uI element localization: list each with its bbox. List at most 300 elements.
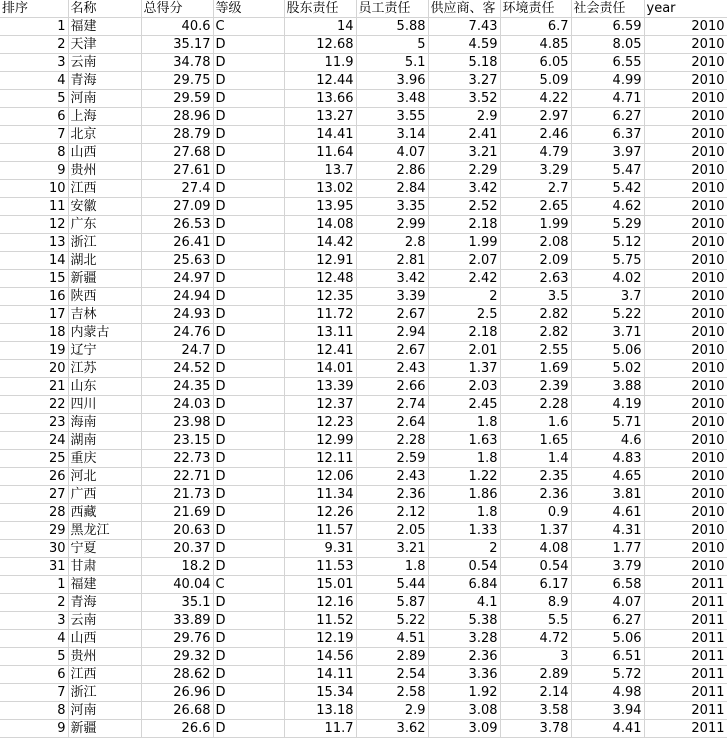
cell-social-resp[interactable]: 3.88 xyxy=(571,378,644,396)
cell-environment-resp[interactable]: 0.9 xyxy=(500,504,571,522)
cell-year[interactable]: 2010 xyxy=(644,468,727,486)
cell-supplier-customer-resp[interactable]: 2 xyxy=(428,540,500,558)
cell-employee-resp[interactable]: 4.51 xyxy=(356,630,428,648)
cell-name[interactable]: 江西 xyxy=(68,180,141,198)
cell-grade[interactable]: D xyxy=(213,72,284,90)
cell-shareholder-resp[interactable]: 14.11 xyxy=(284,666,356,684)
cell-rank[interactable]: 5 xyxy=(0,648,68,666)
cell-supplier-customer-resp[interactable]: 0.54 xyxy=(428,558,500,576)
cell-social-resp[interactable]: 6.37 xyxy=(571,126,644,144)
cell-shareholder-resp[interactable]: 14 xyxy=(284,18,356,36)
cell-employee-resp[interactable]: 2.74 xyxy=(356,396,428,414)
cell-total-score[interactable]: 23.98 xyxy=(141,414,213,432)
cell-supplier-customer-resp[interactable]: 1.8 xyxy=(428,414,500,432)
cell-social-resp[interactable]: 4.99 xyxy=(571,72,644,90)
cell-environment-resp[interactable]: 4.85 xyxy=(500,36,571,54)
cell-rank[interactable]: 19 xyxy=(0,342,68,360)
cell-year[interactable]: 2011 xyxy=(644,720,727,738)
cell-employee-resp[interactable]: 3.39 xyxy=(356,288,428,306)
cell-grade[interactable]: D xyxy=(213,252,284,270)
cell-shareholder-resp[interactable]: 15.01 xyxy=(284,576,356,594)
cell-name[interactable]: 黑龙江 xyxy=(68,522,141,540)
cell-total-score[interactable]: 21.69 xyxy=(141,504,213,522)
cell-supplier-customer-resp[interactable]: 1.8 xyxy=(428,504,500,522)
cell-shareholder-resp[interactable]: 13.11 xyxy=(284,324,356,342)
cell-rank[interactable]: 30 xyxy=(0,540,68,558)
cell-social-resp[interactable]: 5.06 xyxy=(571,342,644,360)
cell-social-resp[interactable]: 5.47 xyxy=(571,162,644,180)
cell-total-score[interactable]: 23.15 xyxy=(141,432,213,450)
cell-social-resp[interactable]: 3.79 xyxy=(571,558,644,576)
cell-shareholder-resp[interactable]: 13.95 xyxy=(284,198,356,216)
cell-environment-resp[interactable]: 3 xyxy=(500,648,571,666)
cell-social-resp[interactable]: 4.83 xyxy=(571,450,644,468)
cell-rank[interactable]: 7 xyxy=(0,684,68,702)
cell-supplier-customer-resp[interactable]: 4.1 xyxy=(428,594,500,612)
cell-employee-resp[interactable]: 5.44 xyxy=(356,576,428,594)
cell-shareholder-resp[interactable]: 11.52 xyxy=(284,612,356,630)
cell-environment-resp[interactable]: 2.09 xyxy=(500,252,571,270)
cell-name[interactable]: 甘肃 xyxy=(68,558,141,576)
cell-year[interactable]: 2010 xyxy=(644,558,727,576)
cell-grade[interactable]: D xyxy=(213,558,284,576)
cell-rank[interactable]: 4 xyxy=(0,630,68,648)
cell-name[interactable]: 新疆 xyxy=(68,270,141,288)
cell-environment-resp[interactable]: 1.6 xyxy=(500,414,571,432)
cell-employee-resp[interactable]: 3.62 xyxy=(356,720,428,738)
cell-year[interactable]: 2010 xyxy=(644,396,727,414)
cell-year[interactable]: 2010 xyxy=(644,432,727,450)
cell-name[interactable]: 湖南 xyxy=(68,432,141,450)
cell-social-resp[interactable]: 6.27 xyxy=(571,108,644,126)
cell-name[interactable]: 内蒙古 xyxy=(68,324,141,342)
cell-shareholder-resp[interactable]: 14.56 xyxy=(284,648,356,666)
cell-grade[interactable]: D xyxy=(213,504,284,522)
cell-shareholder-resp[interactable]: 15.34 xyxy=(284,684,356,702)
cell-supplier-customer-resp[interactable]: 3.36 xyxy=(428,666,500,684)
cell-year[interactable]: 2010 xyxy=(644,216,727,234)
cell-shareholder-resp[interactable]: 13.39 xyxy=(284,378,356,396)
cell-grade[interactable]: D xyxy=(213,288,284,306)
cell-employee-resp[interactable]: 2.66 xyxy=(356,378,428,396)
cell-total-score[interactable]: 24.7 xyxy=(141,342,213,360)
cell-year[interactable]: 2011 xyxy=(644,594,727,612)
cell-total-score[interactable]: 40.6 xyxy=(141,18,213,36)
cell-name[interactable]: 安徽 xyxy=(68,198,141,216)
cell-social-resp[interactable]: 4.02 xyxy=(571,270,644,288)
cell-social-resp[interactable]: 6.51 xyxy=(571,648,644,666)
cell-total-score[interactable]: 35.1 xyxy=(141,594,213,612)
cell-social-resp[interactable]: 1.77 xyxy=(571,540,644,558)
cell-year[interactable]: 2010 xyxy=(644,342,727,360)
cell-total-score[interactable]: 29.75 xyxy=(141,72,213,90)
cell-rank[interactable]: 9 xyxy=(0,720,68,738)
cell-shareholder-resp[interactable]: 12.48 xyxy=(284,270,356,288)
cell-supplier-customer-resp[interactable]: 2.18 xyxy=(428,216,500,234)
cell-rank[interactable]: 11 xyxy=(0,198,68,216)
cell-shareholder-resp[interactable]: 11.57 xyxy=(284,522,356,540)
header-employee-resp[interactable]: 员工责任 xyxy=(356,0,428,18)
cell-environment-resp[interactable]: 2.82 xyxy=(500,324,571,342)
cell-environment-resp[interactable]: 1.37 xyxy=(500,522,571,540)
cell-name[interactable]: 陕西 xyxy=(68,288,141,306)
cell-year[interactable]: 2010 xyxy=(644,180,727,198)
cell-environment-resp[interactable]: 2.97 xyxy=(500,108,571,126)
cell-supplier-customer-resp[interactable]: 2.29 xyxy=(428,162,500,180)
cell-supplier-customer-resp[interactable]: 1.63 xyxy=(428,432,500,450)
cell-grade[interactable]: D xyxy=(213,594,284,612)
cell-environment-resp[interactable]: 2.89 xyxy=(500,666,571,684)
cell-total-score[interactable]: 20.63 xyxy=(141,522,213,540)
cell-supplier-customer-resp[interactable]: 2 xyxy=(428,288,500,306)
cell-total-score[interactable]: 22.73 xyxy=(141,450,213,468)
cell-name[interactable]: 河南 xyxy=(68,90,141,108)
cell-social-resp[interactable]: 5.72 xyxy=(571,666,644,684)
header-supplier-customer-resp[interactable]: 供应商、客 xyxy=(428,0,500,18)
cell-grade[interactable]: D xyxy=(213,180,284,198)
cell-shareholder-resp[interactable]: 12.26 xyxy=(284,504,356,522)
cell-name[interactable]: 贵州 xyxy=(68,648,141,666)
cell-grade[interactable]: D xyxy=(213,36,284,54)
cell-total-score[interactable]: 24.03 xyxy=(141,396,213,414)
cell-employee-resp[interactable]: 2.28 xyxy=(356,432,428,450)
cell-name[interactable]: 海南 xyxy=(68,414,141,432)
cell-environment-resp[interactable]: 2.14 xyxy=(500,684,571,702)
cell-employee-resp[interactable]: 2.99 xyxy=(356,216,428,234)
cell-rank[interactable]: 25 xyxy=(0,450,68,468)
cell-environment-resp[interactable]: 2.65 xyxy=(500,198,571,216)
cell-name[interactable]: 青海 xyxy=(68,72,141,90)
cell-rank[interactable]: 28 xyxy=(0,504,68,522)
cell-name[interactable]: 北京 xyxy=(68,126,141,144)
cell-year[interactable]: 2011 xyxy=(644,666,727,684)
cell-employee-resp[interactable]: 3.42 xyxy=(356,270,428,288)
cell-grade[interactable]: D xyxy=(213,540,284,558)
cell-environment-resp[interactable]: 5.09 xyxy=(500,72,571,90)
cell-rank[interactable]: 29 xyxy=(0,522,68,540)
cell-social-resp[interactable]: 4.31 xyxy=(571,522,644,540)
cell-employee-resp[interactable]: 2.43 xyxy=(356,468,428,486)
cell-total-score[interactable]: 29.59 xyxy=(141,90,213,108)
cell-supplier-customer-resp[interactable]: 2.41 xyxy=(428,126,500,144)
cell-supplier-customer-resp[interactable]: 7.43 xyxy=(428,18,500,36)
cell-employee-resp[interactable]: 3.14 xyxy=(356,126,428,144)
cell-employee-resp[interactable]: 2.86 xyxy=(356,162,428,180)
cell-grade[interactable]: D xyxy=(213,198,284,216)
cell-environment-resp[interactable]: 3.29 xyxy=(500,162,571,180)
cell-employee-resp[interactable]: 3.55 xyxy=(356,108,428,126)
cell-employee-resp[interactable]: 2.67 xyxy=(356,306,428,324)
cell-grade[interactable]: D xyxy=(213,450,284,468)
cell-grade[interactable]: D xyxy=(213,108,284,126)
cell-year[interactable]: 2010 xyxy=(644,306,727,324)
cell-grade[interactable]: D xyxy=(213,54,284,72)
cell-shareholder-resp[interactable]: 12.23 xyxy=(284,414,356,432)
cell-social-resp[interactable]: 4.6 xyxy=(571,432,644,450)
cell-year[interactable]: 2010 xyxy=(644,234,727,252)
cell-shareholder-resp[interactable]: 12.16 xyxy=(284,594,356,612)
cell-total-score[interactable]: 21.73 xyxy=(141,486,213,504)
cell-name[interactable]: 新疆 xyxy=(68,720,141,738)
cell-supplier-customer-resp[interactable]: 2.36 xyxy=(428,648,500,666)
cell-environment-resp[interactable]: 3.58 xyxy=(500,702,571,720)
cell-total-score[interactable]: 29.32 xyxy=(141,648,213,666)
cell-year[interactable]: 2010 xyxy=(644,414,727,432)
cell-employee-resp[interactable]: 2.9 xyxy=(356,702,428,720)
cell-shareholder-resp[interactable]: 13.66 xyxy=(284,90,356,108)
cell-rank[interactable]: 22 xyxy=(0,396,68,414)
cell-supplier-customer-resp[interactable]: 3.09 xyxy=(428,720,500,738)
cell-rank[interactable]: 16 xyxy=(0,288,68,306)
cell-grade[interactable]: D xyxy=(213,468,284,486)
cell-shareholder-resp[interactable]: 11.53 xyxy=(284,558,356,576)
cell-rank[interactable]: 17 xyxy=(0,306,68,324)
cell-grade[interactable]: C xyxy=(213,18,284,36)
cell-total-score[interactable]: 24.52 xyxy=(141,360,213,378)
cell-name[interactable]: 广西 xyxy=(68,486,141,504)
cell-supplier-customer-resp[interactable]: 2.07 xyxy=(428,252,500,270)
cell-environment-resp[interactable]: 4.08 xyxy=(500,540,571,558)
cell-total-score[interactable]: 29.76 xyxy=(141,630,213,648)
cell-grade[interactable]: D xyxy=(213,720,284,738)
cell-shareholder-resp[interactable]: 12.68 xyxy=(284,36,356,54)
cell-year[interactable]: 2010 xyxy=(644,36,727,54)
cell-social-resp[interactable]: 4.61 xyxy=(571,504,644,522)
cell-shareholder-resp[interactable]: 11.7 xyxy=(284,720,356,738)
cell-shareholder-resp[interactable]: 12.44 xyxy=(284,72,356,90)
cell-shareholder-resp[interactable]: 14.41 xyxy=(284,126,356,144)
cell-year[interactable]: 2010 xyxy=(644,162,727,180)
cell-supplier-customer-resp[interactable]: 2.01 xyxy=(428,342,500,360)
cell-total-score[interactable]: 24.76 xyxy=(141,324,213,342)
cell-supplier-customer-resp[interactable]: 5.18 xyxy=(428,54,500,72)
cell-environment-resp[interactable]: 4.79 xyxy=(500,144,571,162)
cell-employee-resp[interactable]: 2.12 xyxy=(356,504,428,522)
cell-grade[interactable]: D xyxy=(213,432,284,450)
cell-name[interactable]: 四川 xyxy=(68,396,141,414)
cell-year[interactable]: 2010 xyxy=(644,288,727,306)
cell-supplier-customer-resp[interactable]: 3.42 xyxy=(428,180,500,198)
cell-year[interactable]: 2010 xyxy=(644,90,727,108)
cell-rank[interactable]: 5 xyxy=(0,90,68,108)
cell-grade[interactable]: D xyxy=(213,702,284,720)
cell-supplier-customer-resp[interactable]: 2.52 xyxy=(428,198,500,216)
cell-supplier-customer-resp[interactable]: 1.8 xyxy=(428,450,500,468)
cell-employee-resp[interactable]: 2.54 xyxy=(356,666,428,684)
cell-environment-resp[interactable]: 6.17 xyxy=(500,576,571,594)
cell-year[interactable]: 2011 xyxy=(644,612,727,630)
cell-employee-resp[interactable]: 3.21 xyxy=(356,540,428,558)
cell-grade[interactable]: D xyxy=(213,324,284,342)
cell-employee-resp[interactable]: 2.81 xyxy=(356,252,428,270)
cell-environment-resp[interactable]: 5.5 xyxy=(500,612,571,630)
cell-year[interactable]: 2010 xyxy=(644,54,727,72)
cell-grade[interactable]: D xyxy=(213,360,284,378)
cell-employee-resp[interactable]: 5 xyxy=(356,36,428,54)
cell-name[interactable]: 云南 xyxy=(68,612,141,630)
cell-environment-resp[interactable]: 2.7 xyxy=(500,180,571,198)
cell-rank[interactable]: 31 xyxy=(0,558,68,576)
cell-supplier-customer-resp[interactable]: 2.18 xyxy=(428,324,500,342)
header-name[interactable]: 名称 xyxy=(68,0,141,18)
header-shareholder-resp[interactable]: 股东责任 xyxy=(284,0,356,18)
cell-year[interactable]: 2010 xyxy=(644,252,727,270)
cell-shareholder-resp[interactable]: 12.41 xyxy=(284,342,356,360)
header-rank[interactable]: 排序 xyxy=(0,0,68,18)
cell-year[interactable]: 2010 xyxy=(644,360,727,378)
cell-supplier-customer-resp[interactable]: 2.9 xyxy=(428,108,500,126)
cell-shareholder-resp[interactable]: 14.42 xyxy=(284,234,356,252)
cell-environment-resp[interactable]: 3.78 xyxy=(500,720,571,738)
cell-name[interactable]: 河北 xyxy=(68,468,141,486)
cell-name[interactable]: 山东 xyxy=(68,378,141,396)
cell-environment-resp[interactable]: 4.72 xyxy=(500,630,571,648)
cell-supplier-customer-resp[interactable]: 2.45 xyxy=(428,396,500,414)
cell-supplier-customer-resp[interactable]: 1.22 xyxy=(428,468,500,486)
cell-total-score[interactable]: 33.89 xyxy=(141,612,213,630)
cell-environment-resp[interactable]: 1.65 xyxy=(500,432,571,450)
cell-social-resp[interactable]: 5.02 xyxy=(571,360,644,378)
cell-shareholder-resp[interactable]: 13.7 xyxy=(284,162,356,180)
cell-name[interactable]: 青海 xyxy=(68,594,141,612)
cell-name[interactable]: 浙江 xyxy=(68,234,141,252)
cell-name[interactable]: 贵州 xyxy=(68,162,141,180)
cell-social-resp[interactable]: 3.7 xyxy=(571,288,644,306)
cell-environment-resp[interactable]: 2.39 xyxy=(500,378,571,396)
cell-rank[interactable]: 3 xyxy=(0,54,68,72)
cell-environment-resp[interactable]: 8.9 xyxy=(500,594,571,612)
cell-grade[interactable]: D xyxy=(213,684,284,702)
cell-rank[interactable]: 27 xyxy=(0,486,68,504)
cell-total-score[interactable]: 24.93 xyxy=(141,306,213,324)
cell-shareholder-resp[interactable]: 14.08 xyxy=(284,216,356,234)
cell-employee-resp[interactable]: 3.48 xyxy=(356,90,428,108)
cell-environment-resp[interactable]: 3.5 xyxy=(500,288,571,306)
cell-environment-resp[interactable]: 1.4 xyxy=(500,450,571,468)
cell-grade[interactable]: D xyxy=(213,306,284,324)
cell-employee-resp[interactable]: 2.84 xyxy=(356,180,428,198)
cell-supplier-customer-resp[interactable]: 1.33 xyxy=(428,522,500,540)
cell-employee-resp[interactable]: 2.59 xyxy=(356,450,428,468)
cell-social-resp[interactable]: 4.19 xyxy=(571,396,644,414)
cell-name[interactable]: 山西 xyxy=(68,630,141,648)
cell-rank[interactable]: 9 xyxy=(0,162,68,180)
cell-total-score[interactable]: 25.63 xyxy=(141,252,213,270)
cell-supplier-customer-resp[interactable]: 6.84 xyxy=(428,576,500,594)
cell-total-score[interactable]: 18.2 xyxy=(141,558,213,576)
cell-total-score[interactable]: 26.96 xyxy=(141,684,213,702)
cell-employee-resp[interactable]: 1.8 xyxy=(356,558,428,576)
cell-social-resp[interactable]: 4.07 xyxy=(571,594,644,612)
cell-employee-resp[interactable]: 2.89 xyxy=(356,648,428,666)
cell-social-resp[interactable]: 5.12 xyxy=(571,234,644,252)
cell-environment-resp[interactable]: 2.08 xyxy=(500,234,571,252)
cell-shareholder-resp[interactable]: 13.27 xyxy=(284,108,356,126)
cell-social-resp[interactable]: 5.75 xyxy=(571,252,644,270)
cell-grade[interactable]: D xyxy=(213,522,284,540)
cell-total-score[interactable]: 27.61 xyxy=(141,162,213,180)
cell-shareholder-resp[interactable]: 11.72 xyxy=(284,306,356,324)
cell-name[interactable]: 广东 xyxy=(68,216,141,234)
cell-total-score[interactable]: 27.09 xyxy=(141,198,213,216)
cell-social-resp[interactable]: 4.65 xyxy=(571,468,644,486)
cell-grade[interactable]: C xyxy=(213,576,284,594)
cell-supplier-customer-resp[interactable]: 3.21 xyxy=(428,144,500,162)
cell-grade[interactable]: D xyxy=(213,396,284,414)
cell-year[interactable]: 2010 xyxy=(644,198,727,216)
cell-social-resp[interactable]: 6.58 xyxy=(571,576,644,594)
cell-shareholder-resp[interactable]: 12.06 xyxy=(284,468,356,486)
cell-grade[interactable]: D xyxy=(213,216,284,234)
cell-shareholder-resp[interactable]: 12.19 xyxy=(284,630,356,648)
cell-employee-resp[interactable]: 5.1 xyxy=(356,54,428,72)
cell-shareholder-resp[interactable]: 12.37 xyxy=(284,396,356,414)
cell-total-score[interactable]: 24.94 xyxy=(141,288,213,306)
cell-name[interactable]: 云南 xyxy=(68,54,141,72)
cell-employee-resp[interactable]: 5.22 xyxy=(356,612,428,630)
cell-rank[interactable]: 13 xyxy=(0,234,68,252)
cell-name[interactable]: 福建 xyxy=(68,576,141,594)
cell-shareholder-resp[interactable]: 12.11 xyxy=(284,450,356,468)
cell-social-resp[interactable]: 5.71 xyxy=(571,414,644,432)
cell-year[interactable]: 2011 xyxy=(644,648,727,666)
cell-rank[interactable]: 26 xyxy=(0,468,68,486)
cell-social-resp[interactable]: 8.05 xyxy=(571,36,644,54)
cell-rank[interactable]: 2 xyxy=(0,36,68,54)
cell-social-resp[interactable]: 6.59 xyxy=(571,18,644,36)
cell-name[interactable]: 宁夏 xyxy=(68,540,141,558)
cell-name[interactable]: 山西 xyxy=(68,144,141,162)
cell-total-score[interactable]: 26.6 xyxy=(141,720,213,738)
cell-rank[interactable]: 3 xyxy=(0,612,68,630)
cell-name[interactable]: 湖北 xyxy=(68,252,141,270)
cell-total-score[interactable]: 28.79 xyxy=(141,126,213,144)
cell-employee-resp[interactable]: 2.67 xyxy=(356,342,428,360)
cell-supplier-customer-resp[interactable]: 1.86 xyxy=(428,486,500,504)
cell-name[interactable]: 浙江 xyxy=(68,684,141,702)
cell-shareholder-resp[interactable]: 13.02 xyxy=(284,180,356,198)
cell-year[interactable]: 2010 xyxy=(644,270,727,288)
cell-environment-resp[interactable]: 2.36 xyxy=(500,486,571,504)
cell-year[interactable]: 2011 xyxy=(644,684,727,702)
cell-year[interactable]: 2010 xyxy=(644,504,727,522)
cell-shareholder-resp[interactable]: 14.01 xyxy=(284,360,356,378)
cell-shareholder-resp[interactable]: 13.18 xyxy=(284,702,356,720)
cell-environment-resp[interactable]: 2.35 xyxy=(500,468,571,486)
cell-rank[interactable]: 1 xyxy=(0,576,68,594)
cell-environment-resp[interactable]: 1.69 xyxy=(500,360,571,378)
cell-shareholder-resp[interactable]: 12.91 xyxy=(284,252,356,270)
header-year[interactable]: year xyxy=(644,0,727,18)
cell-employee-resp[interactable]: 5.87 xyxy=(356,594,428,612)
cell-name[interactable]: 上海 xyxy=(68,108,141,126)
cell-rank[interactable]: 2 xyxy=(0,594,68,612)
cell-name[interactable]: 福建 xyxy=(68,18,141,36)
cell-rank[interactable]: 1 xyxy=(0,18,68,36)
cell-social-resp[interactable]: 5.42 xyxy=(571,180,644,198)
cell-year[interactable]: 2010 xyxy=(644,324,727,342)
cell-rank[interactable]: 15 xyxy=(0,270,68,288)
cell-environment-resp[interactable]: 2.55 xyxy=(500,342,571,360)
cell-social-resp[interactable]: 4.41 xyxy=(571,720,644,738)
cell-employee-resp[interactable]: 2.43 xyxy=(356,360,428,378)
cell-employee-resp[interactable]: 2.64 xyxy=(356,414,428,432)
cell-employee-resp[interactable]: 2.94 xyxy=(356,324,428,342)
cell-name[interactable]: 天津 xyxy=(68,36,141,54)
cell-supplier-customer-resp[interactable]: 1.99 xyxy=(428,234,500,252)
cell-year[interactable]: 2010 xyxy=(644,144,727,162)
cell-grade[interactable]: D xyxy=(213,90,284,108)
